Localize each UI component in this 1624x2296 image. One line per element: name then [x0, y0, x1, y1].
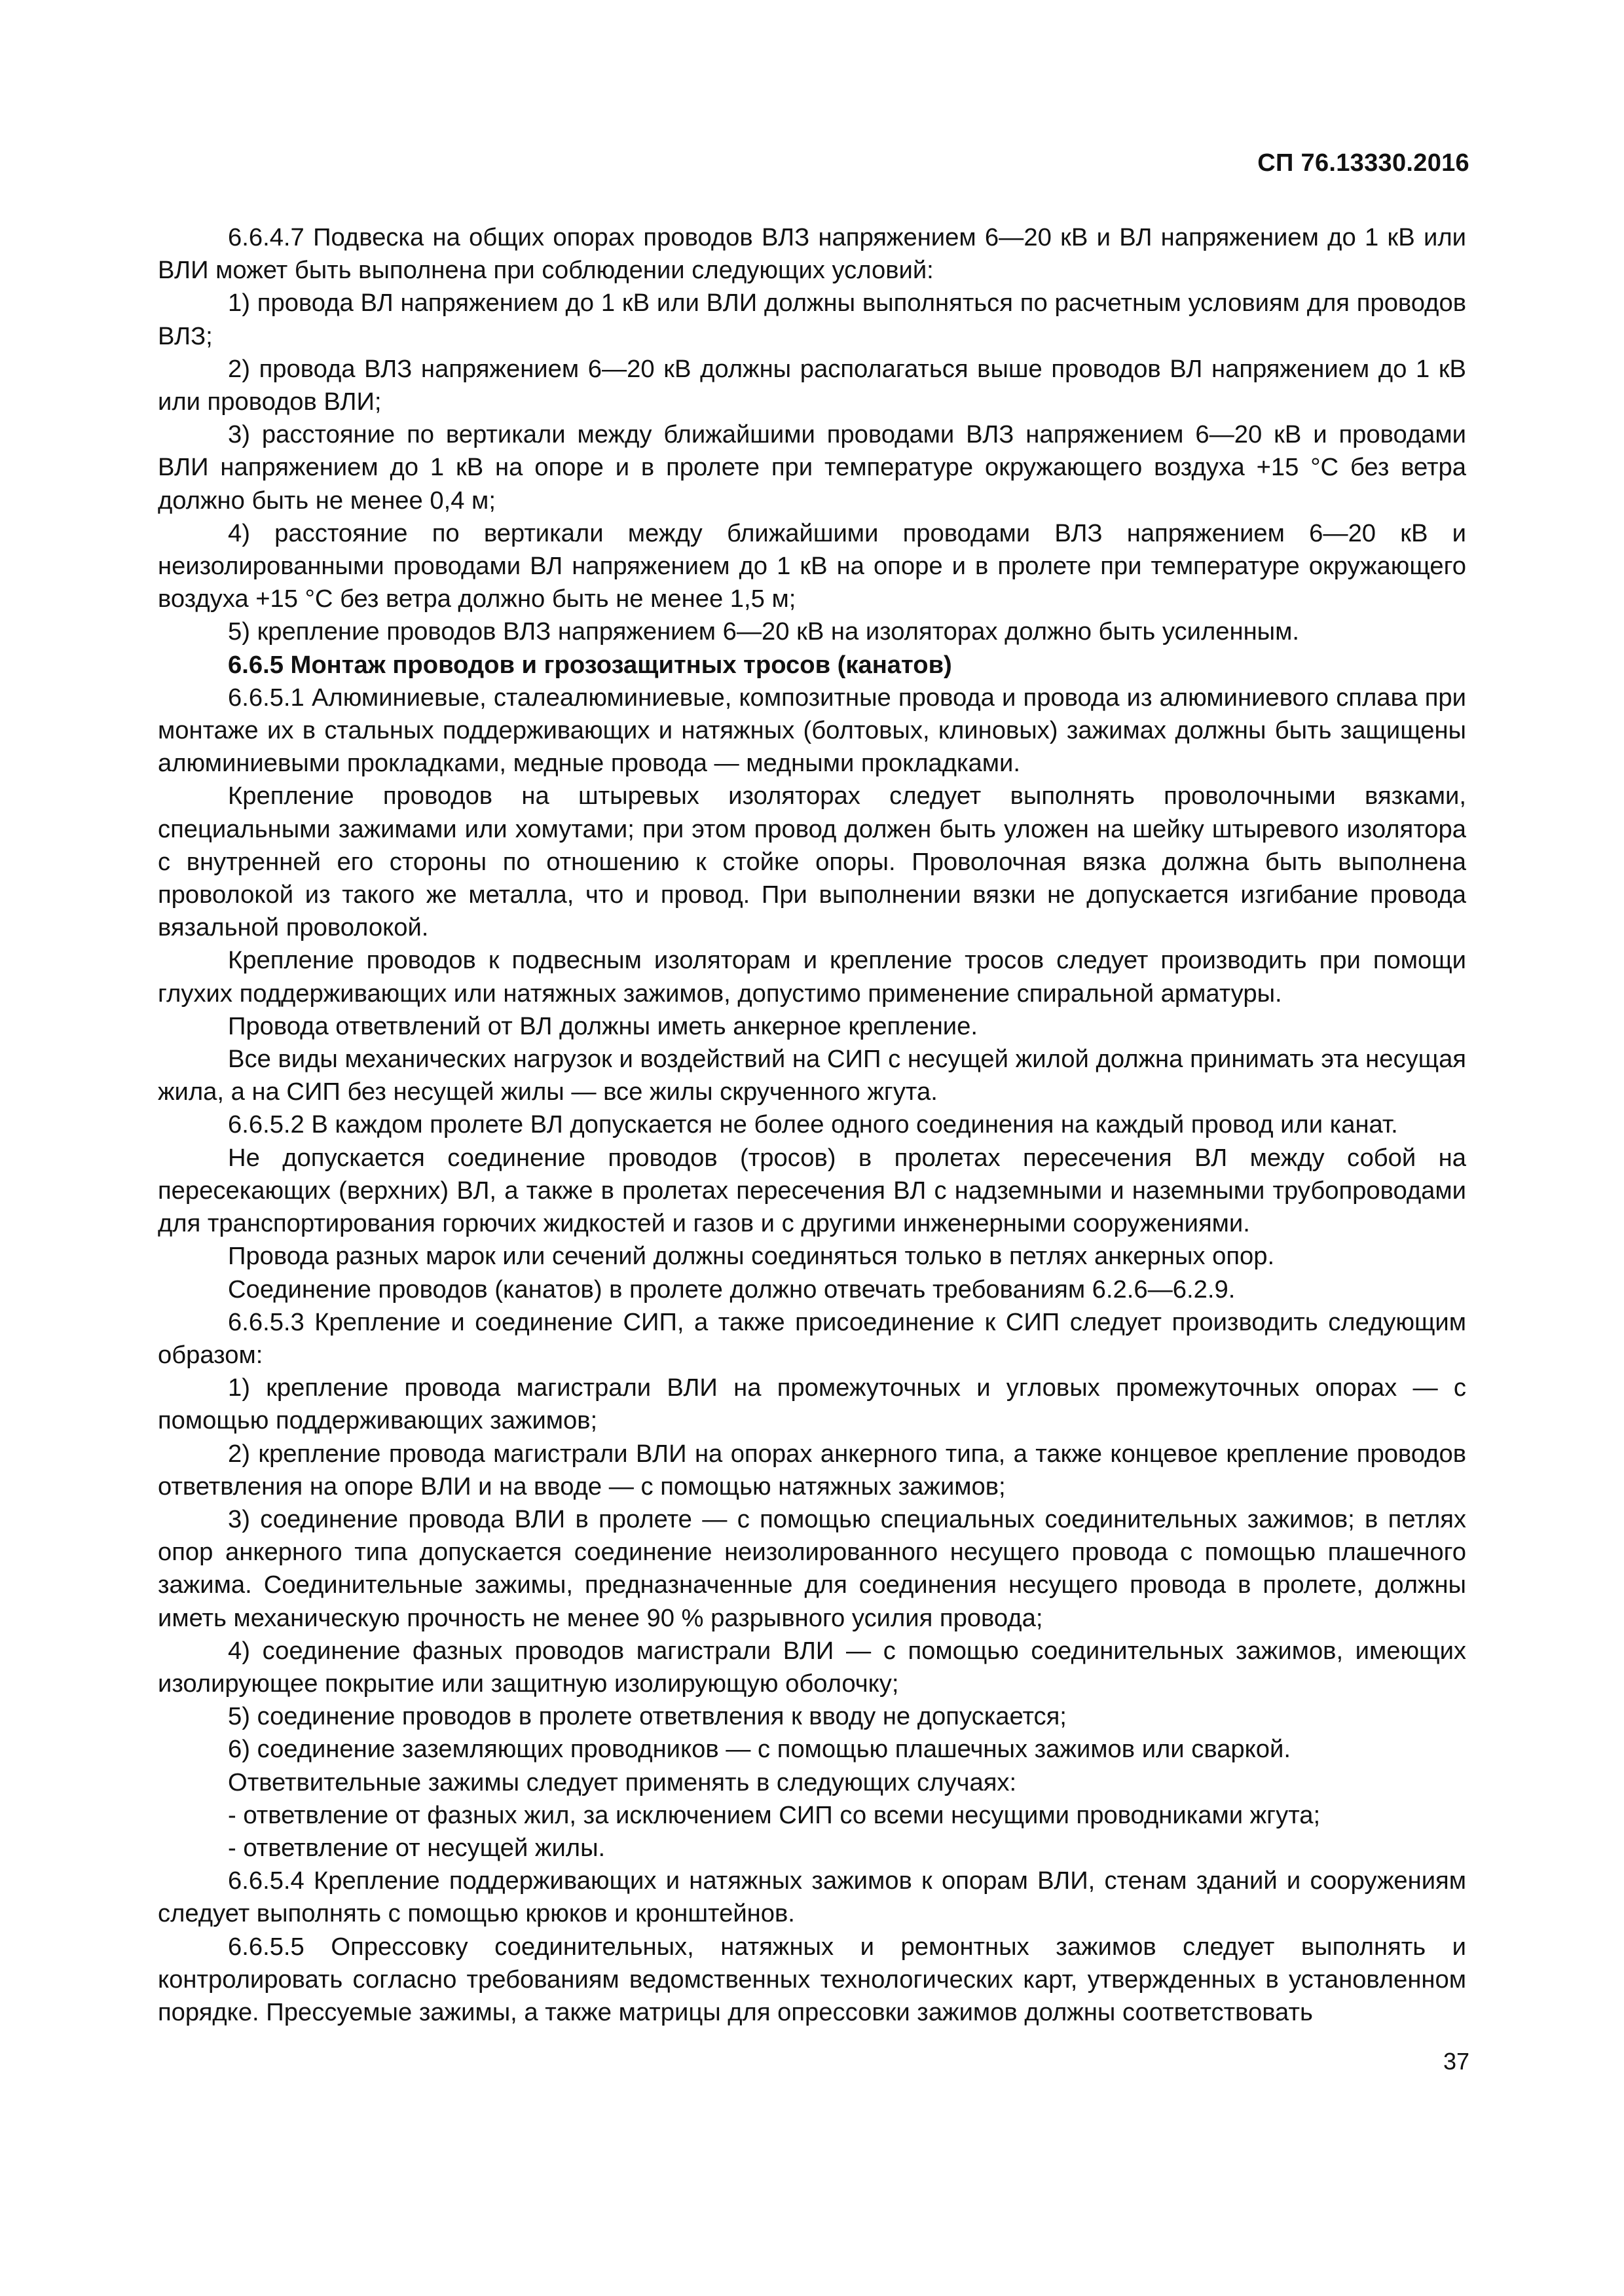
- paragraph: 4) соединение фазных проводов магистрали ВЛИ — с помощью соединительных зажимов, имеющих изолирующее покрытие или защитную изолирующую оболочку;: [158, 1636, 1466, 1698]
- paragraph: 6.6.5.2 В каждом пролете ВЛ допускается не более одного соединения на каждый провод или канат.: [228, 1110, 1398, 1139]
- document-code-header: СП 76.13330.2016: [1257, 149, 1469, 177]
- paragraph: Крепление проводов к подвесным изоляторам и крепление тросов следует производить при помощи глухих поддерживающих или натяжных зажимов, допустимо применение спиральной арматуры.: [158, 946, 1466, 1008]
- paragraph: 3) расстояние по вертикали между ближайшими проводами ВЛЗ напряжением 6—20 кВ и проводами ВЛИ напряжением до 1 кВ на опоре и в пролете при температуре окружающего воздуха +15 °С без ветра должно быть не менее 0,4 м;: [158, 420, 1466, 515]
- paragraph: - ответвление от несущей жилы.: [228, 1833, 606, 1862]
- paragraph: 6) соединение заземляющих проводников — с помощью плашечных зажимов или сваркой.: [228, 1735, 1291, 1764]
- paragraph: 5) крепление проводов ВЛЗ напряжением 6—20 кВ на изоляторах должно быть усиленным.: [228, 617, 1299, 646]
- paragraph: Провода разных марок или сечений должны соединяться только в петлях анкерных опор.: [228, 1242, 1275, 1271]
- paragraph: 2) провода ВЛЗ напряжением 6—20 кВ должны располагаться выше проводов ВЛ напряжением до 1 кВ или проводов ВЛИ;: [158, 354, 1466, 416]
- paragraph: 1) крепление провода магистрали ВЛИ на промежуточных и угловых промежуточных опорах — с помощью поддерживающих зажимов;: [158, 1374, 1466, 1435]
- document-body: [158, 221, 1466, 2029]
- paragraph: Провода ответвлений от ВЛ должны иметь анкерное крепление.: [228, 1011, 978, 1040]
- paragraph: - ответвление от фазных жил, за исключением СИП со всеми несущими проводниками жгута;: [228, 1800, 1321, 1829]
- paragraph: 6.6.5.4 Крепление поддерживающих и натяжных зажимов к опорам ВЛИ, стенам зданий и сооружениям следует выполнять с помощью крюков и кронштейнов.: [158, 1867, 1466, 1928]
- paragraph: Крепление проводов на штыревых изоляторах следует выполнять проволочными вязками, специальными зажимами или хомутами; при этом провод должен быть уложен на шейку штыревого изолятора с внутренней его стороны по отношению к стойке опоры. Проволочная вязка должна быть выполнена проволокой из такого же металла, что и провод. При выполнении вязки не допускается изгибание провода вязальной проволокой.: [158, 782, 1466, 942]
- paragraph: Соединение проводов (канатов) в пролете должно отвечать требованиям 6.2.6—6.2.9.: [228, 1275, 1236, 1303]
- paragraph: 4) расстояние по вертикали между ближайшими проводами ВЛЗ напряжением 6—20 кВ и неизолированными проводами ВЛ напряжением до 1 кВ на опоре и в пролете при температуре окружающего воздуха +15 °С без ветра должно быть не менее 1,5 м;: [158, 519, 1466, 613]
- paragraph: 6.6.5.5 Опрессовку соединительных, натяжных и ремонтных зажимов следует выполнять и контролировать согласно требованиям ведомственных технологических карт, утвержденных в установленном порядке. Прессуемые зажимы, а также матрицы для опрессовки зажимов должны соответствовать: [158, 1932, 1466, 2026]
- paragraph: Ответвительные зажимы следует применять в следующих случаях:: [228, 1768, 1017, 1796]
- paragraph: 3) соединение провода ВЛИ в пролете — с помощью специальных соединительных зажимов; в петлях опор анкерного типа допускается соединение неизолированного несущего провода с помощью плашечного зажима. Соединительные зажимы, предназначенные для соединения несущего провода в пролете, должны иметь механическую прочность не менее 90 % разрывного усилия провода;: [158, 1504, 1466, 1632]
- paragraph: 6.6.5.3 Крепление и соединение СИП, а также присоединение к СИП следует производить следующим образом:: [158, 1307, 1466, 1369]
- section-heading: 6.6.5 Монтаж проводов и грозозащитных тросов (канатов): [228, 650, 952, 679]
- paragraph: 5) соединение проводов в пролете ответвления к вводу не допускается;: [228, 1702, 1067, 1731]
- paragraph: 6.6.4.7 Подвеска на общих опорах проводов ВЛЗ напряжением 6—20 кВ и ВЛ напряжением до 1 кВ или ВЛИ может быть выполнена при соблюдении следующих условий:: [158, 223, 1466, 285]
- paragraph: Все виды механических нагрузок и воздействий на СИП с несущей жилой должна принимать эта несущая жила, а на СИП без несущей жилы — все жилы скрученного жгута.: [158, 1045, 1466, 1106]
- page-number: 37: [1443, 2048, 1469, 2075]
- paragraph: 2) крепление провода магистрали ВЛИ на опорах анкерного типа, а также концевое крепление проводов ответвления на опоре ВЛИ и на вводе — с помощью натяжных зажимов;: [158, 1439, 1466, 1501]
- paragraph: 6.6.5.1 Алюминиевые, сталеалюминиевые, композитные провода и провода из алюминиевого сплава при монтаже их в стальных поддерживающих и натяжных (болтовых, клиновых) зажимах должны быть защищены алюминиевыми прокладками, медные провода — медными прокладками.: [158, 683, 1466, 778]
- paragraph: Не допускается соединение проводов (тросов) в пролетах пересечения ВЛ между собой на пересекающих (верхних) ВЛ, а также в пролетах пересечения ВЛ с надземными и наземными трубопроводами для транспортирования горючих жидкостей и газов и с другими инженерными сооружениями.: [158, 1143, 1466, 1238]
- paragraph: 1) провода ВЛ напряжением до 1 кВ или ВЛИ должны выполняться по расчетным условиям для проводов ВЛЗ;: [158, 289, 1466, 350]
